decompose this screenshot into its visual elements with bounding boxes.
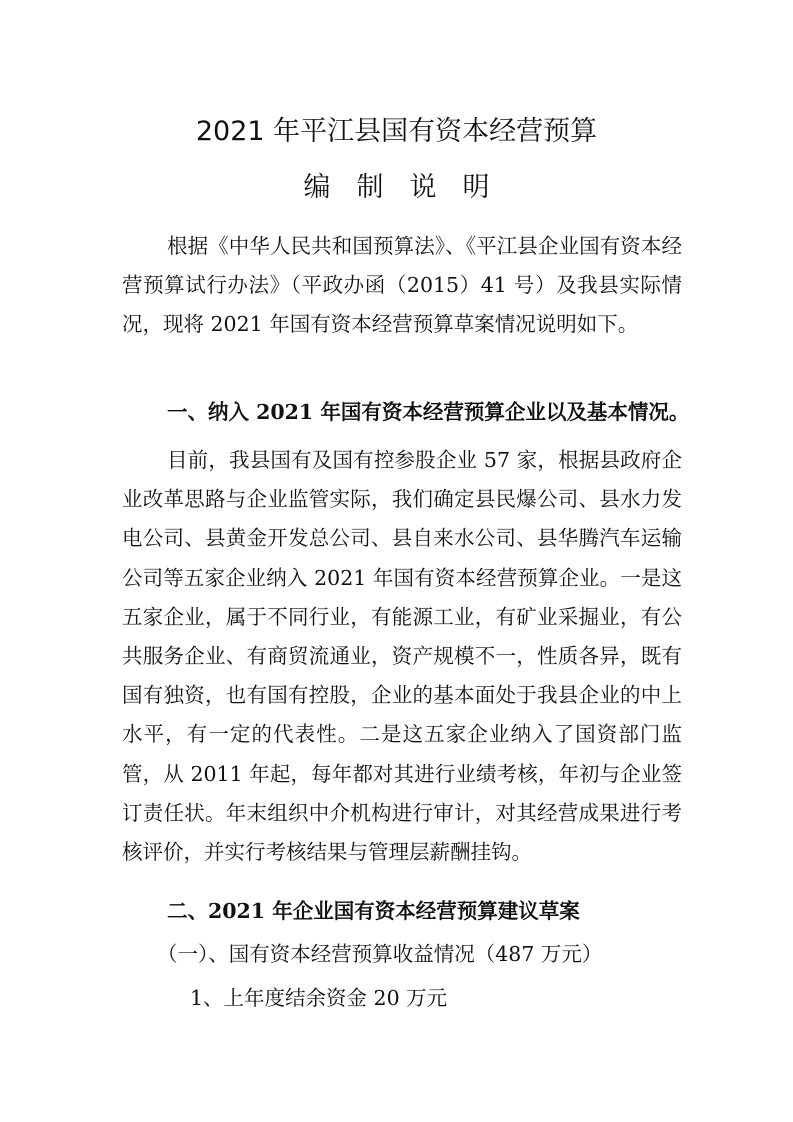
section2-heading: 二、2021 年企业国有资本经营预算建议草案 bbox=[167, 899, 580, 923]
document-title-line1: 2021 年平江县国有资本经营预算 bbox=[195, 116, 598, 147]
item1-line: 1、上年度结余资金 20 万元 bbox=[190, 986, 448, 1010]
section1-heading: 一、纳入 2021 年国有资本经营预算企业以及基本情况。 bbox=[167, 400, 690, 424]
section1-paragraph: 目前，我县国有及国有控参股企业 57 家，根据县政府企业改革思路与企业监管实际，我们确定县民爆公司、县水力发电公司、县黄金开发总公司、县自来水公司、县华腾汽车运输公司等五家企业纳入 2021 年国有资本经营预算企业。一是这五家企业，属于不同行业，有能源工业，有矿业采掘业，有公共服务企业、有商贸流通业，资产规模不一，性质各异，既有国有独资，也有国有控股，企业的基本面处于我县企业的中上水平，有一定的代表性。二是这五家企业纳入了国资部门监管，从 2011 年起，每年都对其进行业绩考核，年初与企业签订责任状。年末组织中介机构进行审计，对其经营成果进行考核评价，并实行考核结果与管理层薪酬挂钩。 bbox=[122, 448, 682, 865]
subsection1-heading: （一）、国有资本经营预算收益情况（487 万元） bbox=[157, 942, 603, 966]
intro-paragraph: 根据《中华人民共和国预算法》、《平江县企业国有资本经营预算试行办法》（平政办函（2015）41 号）及我县实际情况，现将 2021 年国有资本经营预算草案情况说明如下。 bbox=[122, 234, 682, 337]
document-title-line2: 编制说明 bbox=[303, 172, 516, 203]
